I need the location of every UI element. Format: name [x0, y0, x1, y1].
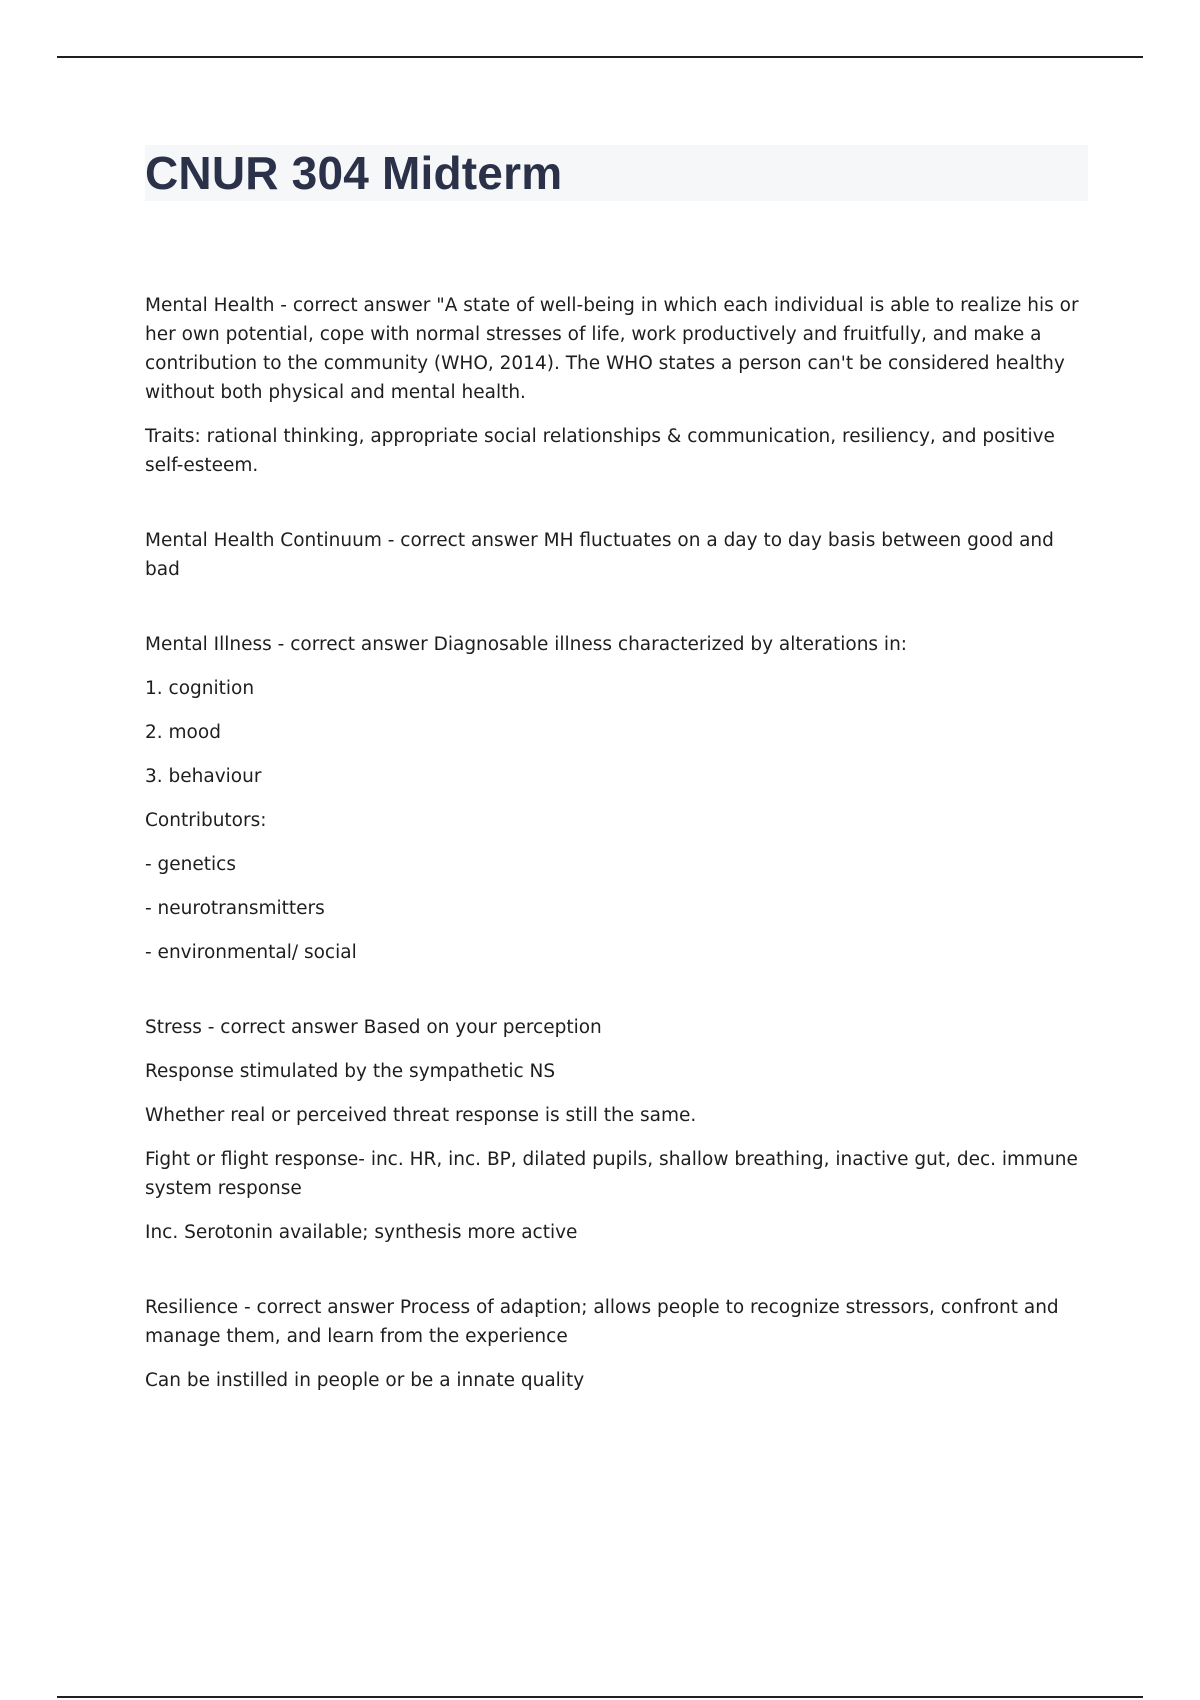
entry-line: Contributors: [145, 810, 267, 831]
bottom-divider [57, 1696, 1143, 1698]
entry-line: 2. mood [145, 722, 221, 743]
entry-stress [145, 1013, 1090, 1247]
entry-line: Inc. Serotonin available; synthesis more active [145, 1222, 578, 1243]
entry-line: Fight or flight response- inc. HR, inc. BP, dilated pupils, shallow breathing, inactive gut, dec. immune system response [145, 1149, 1078, 1199]
entry-mental-health [145, 291, 1090, 480]
entry-definition: Resilience - correct answer Process of adaption; allows people to recognize stressors, confront and manage them, and learn from the experience [145, 1297, 1059, 1347]
entry-definition: Stress - correct answer Based on your perception [145, 1017, 602, 1038]
entry-line: - environmental/ social [145, 942, 357, 963]
entry-line: Traits: rational thinking, appropriate social relationships & communication, resiliency, and positive self-esteem. [145, 426, 1055, 476]
entry-mental-illness [145, 630, 1090, 967]
entry-line: 1. cognition [145, 678, 255, 699]
entry-line: Whether real or perceived threat response is still the same. [145, 1105, 697, 1126]
entry-line: - genetics [145, 854, 236, 875]
document-body [145, 291, 1090, 1410]
entry-line: Can be instilled in people or be a innate quality [145, 1370, 585, 1391]
entry-mental-health-continuum [145, 526, 1090, 584]
entry-definition: Mental Illness - correct answer Diagnosable illness characterized by alterations in: [145, 634, 908, 655]
entry-definition: Mental Health Continuum - correct answer MH fluctuates on a day to day basis between good and bad [145, 530, 1054, 580]
top-divider [57, 56, 1143, 58]
entry-line: Response stimulated by the sympathetic NS [145, 1061, 556, 1082]
entry-line: 3. behaviour [145, 766, 262, 787]
entry-line: - neurotransmitters [145, 898, 325, 919]
page-title: CNUR 304 Midterm [145, 147, 563, 199]
entry-resilience [145, 1293, 1090, 1395]
entry-definition: Mental Health - correct answer "A state of well-being in which each individual is able to realize his or her own potential, cope with normal stresses of life, work productively and fruitfully, and make a contribution to the community (WHO, 2014). The WHO states a person can't be considered healthy without both physical and mental health. [145, 295, 1079, 403]
